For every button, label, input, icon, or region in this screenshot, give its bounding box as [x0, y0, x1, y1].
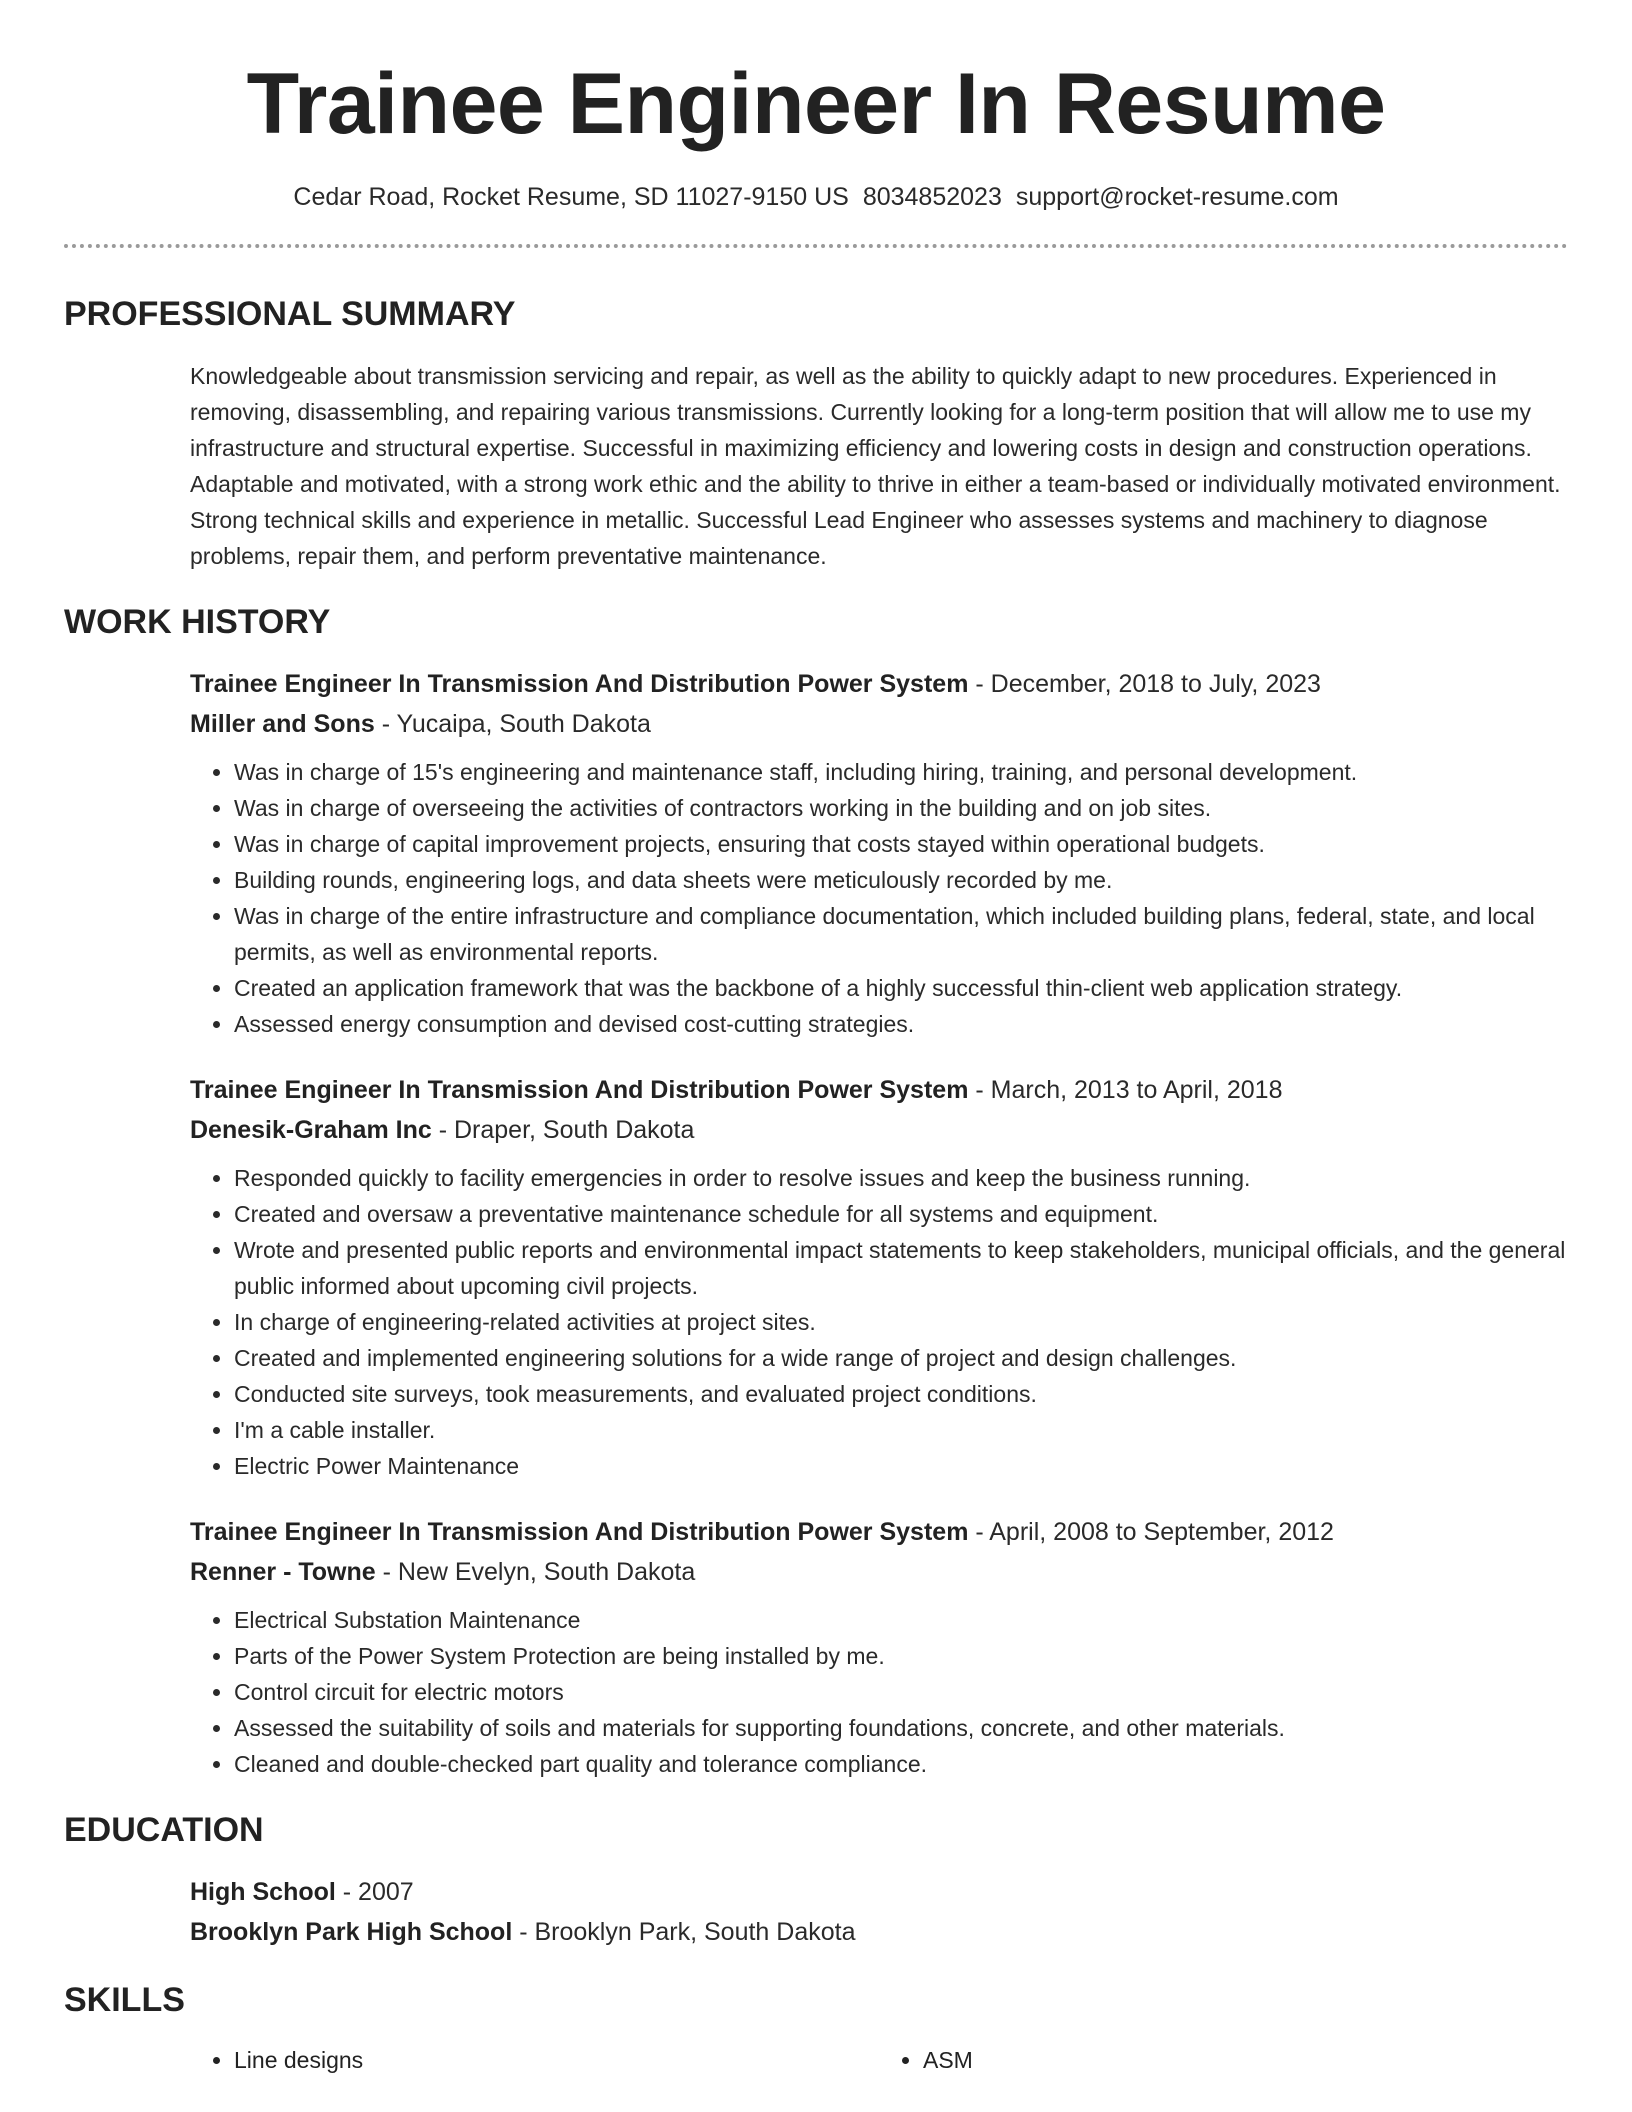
summary-section-title: PROFESSIONAL SUMMARY — [64, 295, 516, 333]
job-role: Trainee Engineer In Transmission And Distribution Power System — [190, 1518, 969, 1546]
job-bullet: • Conducted site surveys, took measurements, and evaluated project conditions. — [234, 1376, 1568, 1412]
job-dates: - March, 2013 to April, 2018 — [968, 1076, 1283, 1104]
education-section — [64, 1808, 1568, 1952]
education-year: - 2007 — [335, 1878, 414, 1906]
job-bullet: • Assessed energy consumption and devised cost-cutting strategies. — [234, 1006, 1568, 1042]
job-bullet: • Assessed the suitability of soils and materials for supporting foundations, concrete, and other materials. — [234, 1710, 1568, 1746]
job-company-line — [190, 704, 1568, 744]
job-bullet: • Was in charge of overseeing the activities of contractors working in the building and on job sites. — [234, 790, 1568, 826]
job-dates: - April, 2008 to September, 2012 — [968, 1518, 1334, 1546]
summary-text: Knowledgeable about transmission servicing and repair, as well as the ability to quickly adapt to new procedures. Experienced in removing, disassembling, and repairing various transmissions. Currently looking for a long-term position that will allow me to use my infrastructure and structural expertise. Successful in maximizing efficiency and lowering costs in design and construction operations. Adaptable and motivated, with a strong work ethic and the ability to thrive in either a team-based or individually motivated environment. Strong technical skills and experience in metallic. Successful Lead Engineer who assesses systems and machinery to diagnose problems, repair them, and perform preventative maintenance. — [190, 363, 1561, 569]
job-bullet: • Control circuit for electric motors — [234, 1674, 1568, 1710]
job-bullet: • Electric Power Maintenance — [234, 1448, 1568, 1484]
resume-page — [64, 0, 1568, 2078]
job-role: Trainee Engineer In Transmission And Distribution Power System — [190, 1076, 969, 1104]
job-bullet: • Was in charge of capital improvement projects, ensuring that costs stayed within operational budgets. — [234, 826, 1568, 862]
contact-line — [64, 180, 1568, 214]
job-bullet: • Created and implemented engineering solutions for a wide range of project and design challenges. — [234, 1340, 1568, 1376]
job-bullet-list — [190, 1160, 1568, 1484]
job-bullet: • Cleaned and double-checked part quality and tolerance compliance. — [234, 1746, 1568, 1782]
job-bullet: • I'm a cable installer. — [234, 1412, 1568, 1448]
job-title-line — [190, 664, 1568, 704]
education-degree-line — [190, 1872, 1568, 1912]
job-bullet: • Parts of the Power System Protection are being installed by me. — [234, 1638, 1568, 1674]
education-school-line — [190, 1912, 1568, 1952]
work-history-section-title: WORK HISTORY — [64, 603, 331, 641]
job-bullet: • Responded quickly to facility emergencies in order to resolve issues and keep the business running. — [234, 1160, 1568, 1196]
job-bullet: • Wrote and presented public reports and environmental impact statements to keep stakeholders, municipal officials, and the general public informed about upcoming civil projects. — [234, 1232, 1568, 1304]
education-location: - Brooklyn Park, South Dakota — [512, 1918, 856, 1946]
job-bullet: • Was in charge of the entire infrastructure and compliance documentation, which included building plans, federal, state, and local permits, as well as environmental reports. — [234, 898, 1568, 970]
job-location: - New Evelyn, South Dakota — [375, 1558, 696, 1586]
job-company: Miller and Sons — [190, 710, 375, 738]
skill-item: • Line designs — [234, 2042, 879, 2078]
work-history-section — [64, 600, 1568, 1782]
summary-section — [64, 292, 1568, 574]
contact-address: Cedar Road, Rocket Resume, SD 11027-9150 US — [293, 183, 849, 211]
skills-section-title: SKILLS — [64, 1981, 185, 2019]
job-company-line — [190, 1552, 1568, 1592]
contact-email[interactable]: support@rocket-resume.com — [1015, 183, 1339, 211]
resume-name-heading: Trainee Engineer In Resume — [246, 56, 1386, 152]
job-entry — [190, 1512, 1568, 1782]
job-entry — [190, 1070, 1568, 1484]
job-location: - Yucaipa, South Dakota — [374, 710, 651, 738]
job-location: - Draper, South Dakota — [431, 1116, 695, 1144]
education-section-title: EDUCATION — [64, 1811, 264, 1849]
job-bullet-list — [190, 754, 1568, 1042]
skill-item: • ASM — [923, 2042, 1568, 2078]
job-bullet: • Created an application framework that was the backbone of a highly successful thin-client web application strategy. — [234, 970, 1568, 1006]
job-bullet-list — [190, 1602, 1568, 1782]
job-company: Denesik-Graham Inc — [190, 1116, 432, 1144]
job-entry — [190, 664, 1568, 1042]
skills-list-right — [879, 2042, 1568, 2078]
job-bullet: • In charge of engineering-related activities at project sites. — [234, 1304, 1568, 1340]
skills-grid — [190, 2042, 1568, 2078]
job-bullet: • Created and oversaw a preventative maintenance schedule for all systems and equipment. — [234, 1196, 1568, 1232]
job-role: Trainee Engineer In Transmission And Distribution Power System — [190, 670, 969, 698]
skills-list-left — [190, 2042, 879, 2078]
job-company: Renner - Towne — [190, 1558, 376, 1586]
job-company-line — [190, 1110, 1568, 1150]
education-school: Brooklyn Park High School — [190, 1918, 513, 1946]
skills-section — [64, 1978, 1568, 2078]
contact-phone: 8034852023 — [862, 183, 1002, 211]
education-degree: High School — [190, 1878, 336, 1906]
job-bullet: • Building rounds, engineering logs, and data sheets were meticulously recorded by me. — [234, 862, 1568, 898]
job-bullet: • Electrical Substation Maintenance — [234, 1602, 1568, 1638]
job-title-line — [190, 1070, 1568, 1110]
job-dates: - December, 2018 to July, 2023 — [968, 670, 1321, 698]
header-divider — [64, 244, 1568, 248]
job-bullet: • Was in charge of 15's engineering and maintenance staff, including hiring, training, and personal development. — [234, 754, 1568, 790]
job-title-line — [190, 1512, 1568, 1552]
